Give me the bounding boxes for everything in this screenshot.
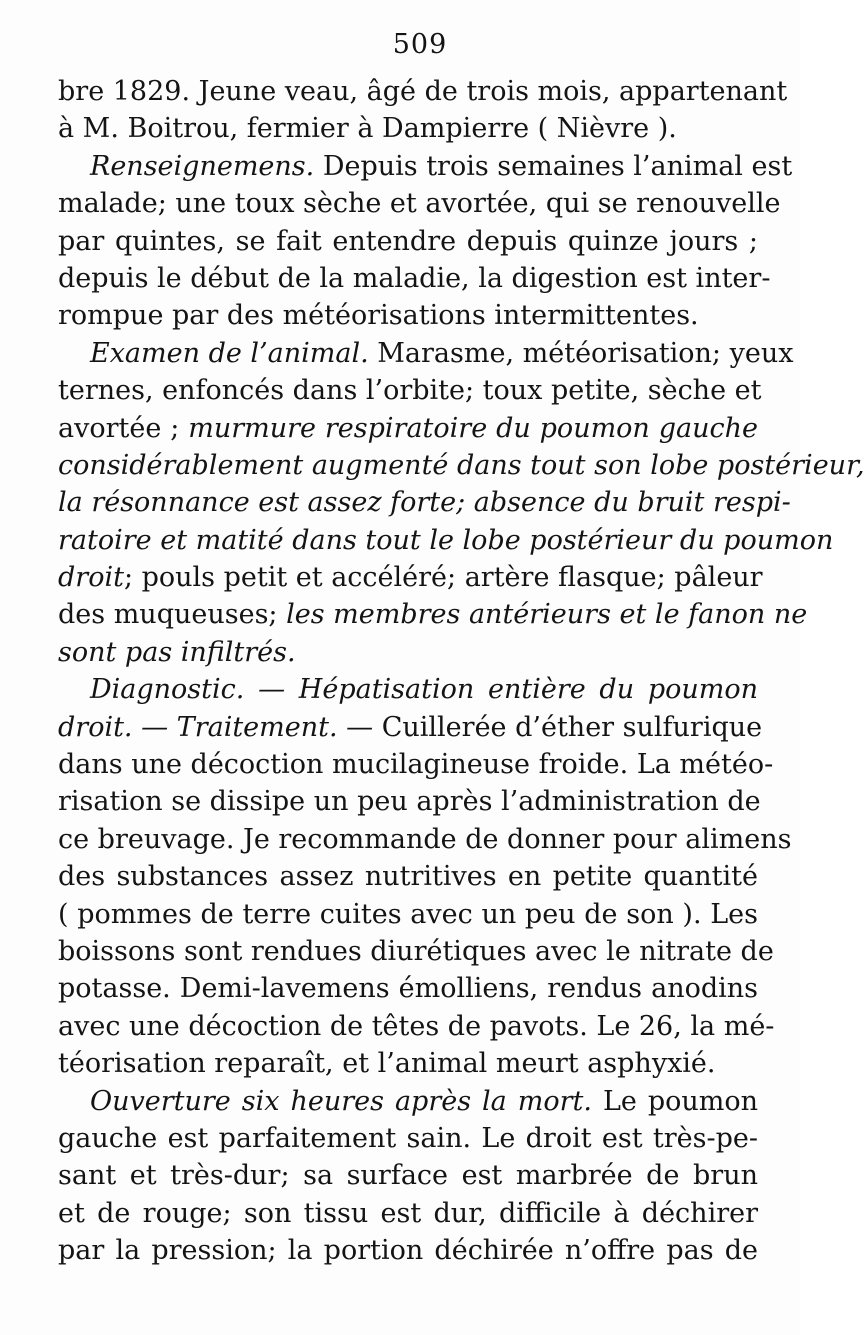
text-line bbox=[58, 73, 788, 110]
text-line bbox=[58, 484, 791, 521]
italic-text-run: les membres antérieurs et le fanon ne bbox=[286, 599, 808, 631]
text-run: malade; une toux sèche et avortée, qui se renouvelle bbox=[58, 188, 781, 220]
text-line bbox=[58, 1045, 758, 1082]
text-line bbox=[58, 1120, 758, 1157]
text-run: Depuis trois semaines l’animal est bbox=[314, 150, 793, 182]
text-line bbox=[58, 1195, 758, 1232]
text-run: des muqueuses; bbox=[58, 599, 287, 631]
text-run: dans une décoction mucilagineuse froide. La météo- bbox=[58, 749, 774, 781]
text-line bbox=[58, 858, 758, 895]
text-line bbox=[58, 746, 774, 783]
text-line bbox=[58, 1157, 758, 1194]
text-line bbox=[58, 596, 808, 633]
text-run: boissons sont rendues diurétiques avec le nitrate de bbox=[58, 935, 774, 967]
text-line bbox=[58, 896, 758, 933]
text-run: téorisation reparaît, et l’animal meurt asphyxié. bbox=[58, 1048, 716, 1080]
text-line bbox=[58, 148, 793, 185]
text-run: par quintes, se fait entendre depuis quinze jours ; bbox=[58, 225, 758, 257]
italic-text-run: droit bbox=[58, 562, 124, 594]
text-run: par la pression; la portion déchirée n’offre pas de bbox=[58, 1235, 758, 1267]
text-run: risation se dissipe un peu après l’administration de bbox=[58, 786, 761, 818]
text-line bbox=[58, 522, 834, 559]
text-run: depuis le début de la maladie, la digestion est inter- bbox=[58, 262, 771, 294]
text-run: et de rouge; son tissu est dur, difficile à déchirer bbox=[58, 1197, 758, 1229]
italic-text-run: Diagnostic. — Hépatisation entière du poumon bbox=[90, 674, 758, 706]
italic-text-run: Renseignemens. bbox=[90, 150, 315, 182]
text-run: — Cuillerée d’éther sulfurique bbox=[337, 711, 763, 743]
text-line bbox=[58, 447, 865, 484]
italic-text-run: la résonnance est assez forte; absence du bruit respi- bbox=[58, 487, 791, 519]
text-line bbox=[58, 1232, 758, 1269]
text-line bbox=[58, 110, 758, 147]
text-run: Le poumon bbox=[591, 1085, 759, 1117]
italic-text-run: droit. — Traitement. bbox=[58, 711, 338, 743]
text-run: avortée ; bbox=[58, 412, 189, 444]
body-text bbox=[58, 73, 865, 1270]
text-run: des substances assez nutritives en petite quantité bbox=[58, 861, 758, 893]
text-line bbox=[58, 783, 761, 820]
text-line bbox=[58, 410, 758, 447]
text-run: gauche est parfaitement sain. Le droit est très-pe- bbox=[58, 1122, 758, 1154]
text-run: bre 1829. Jeune veau, âgé de trois mois, appartenant bbox=[58, 76, 788, 107]
text-line bbox=[58, 933, 774, 970]
text-run: rompue par des météorisations intermittentes. bbox=[58, 300, 699, 332]
italic-text-run: sont pas infiltrés. bbox=[58, 636, 296, 668]
italic-text-run: murmure respiratoire du poumon gauche bbox=[188, 412, 758, 444]
text-run: à M. Boitrou, fermier à Dampierre ( Nièvre ). bbox=[58, 113, 677, 145]
italic-text-run: Examen de l’animal. bbox=[90, 337, 369, 369]
text-line bbox=[58, 709, 763, 746]
text-line bbox=[58, 335, 794, 372]
text-line bbox=[58, 634, 758, 671]
italic-text-run: considérablement augmenté dans tout son lobe postérieur, bbox=[58, 449, 865, 481]
text-run: Marasme, météorisation; yeux bbox=[368, 337, 794, 369]
text-line bbox=[58, 223, 758, 260]
text-line bbox=[58, 372, 762, 409]
text-line bbox=[58, 970, 758, 1007]
text-run: potasse. Demi-lavemens émolliens, rendus anodins bbox=[58, 973, 758, 1005]
text-line bbox=[58, 671, 758, 708]
text-run: sant et très-dur; sa surface est marbrée de brun bbox=[58, 1160, 758, 1192]
text-run: ternes, enfoncés dans l’orbite; toux petite, sèche et bbox=[58, 375, 762, 407]
text-line bbox=[58, 1008, 775, 1045]
italic-text-run: Ouverture six heures après la mort. bbox=[90, 1085, 592, 1117]
text-line bbox=[58, 1083, 758, 1120]
text-line bbox=[58, 297, 758, 334]
text-line bbox=[58, 559, 763, 596]
italic-text-run: ratoire et matité dans tout le lobe postérieur du poumon bbox=[58, 524, 834, 556]
text-line bbox=[58, 821, 792, 858]
text-line bbox=[58, 185, 781, 222]
text-run: avec une décoction de têtes de pavots. Le 26, la mé- bbox=[58, 1010, 775, 1042]
page-number: 509 bbox=[392, 29, 448, 60]
text-run: ; pouls petit et accéléré; artère flasque; pâleur bbox=[123, 562, 763, 594]
text-run: ( pommes de terre cuites avec un peu de son ). Les bbox=[58, 898, 758, 930]
text-line bbox=[58, 260, 771, 297]
text-run: ce breuvage. Je recommande de donner pour alimens bbox=[58, 823, 792, 855]
